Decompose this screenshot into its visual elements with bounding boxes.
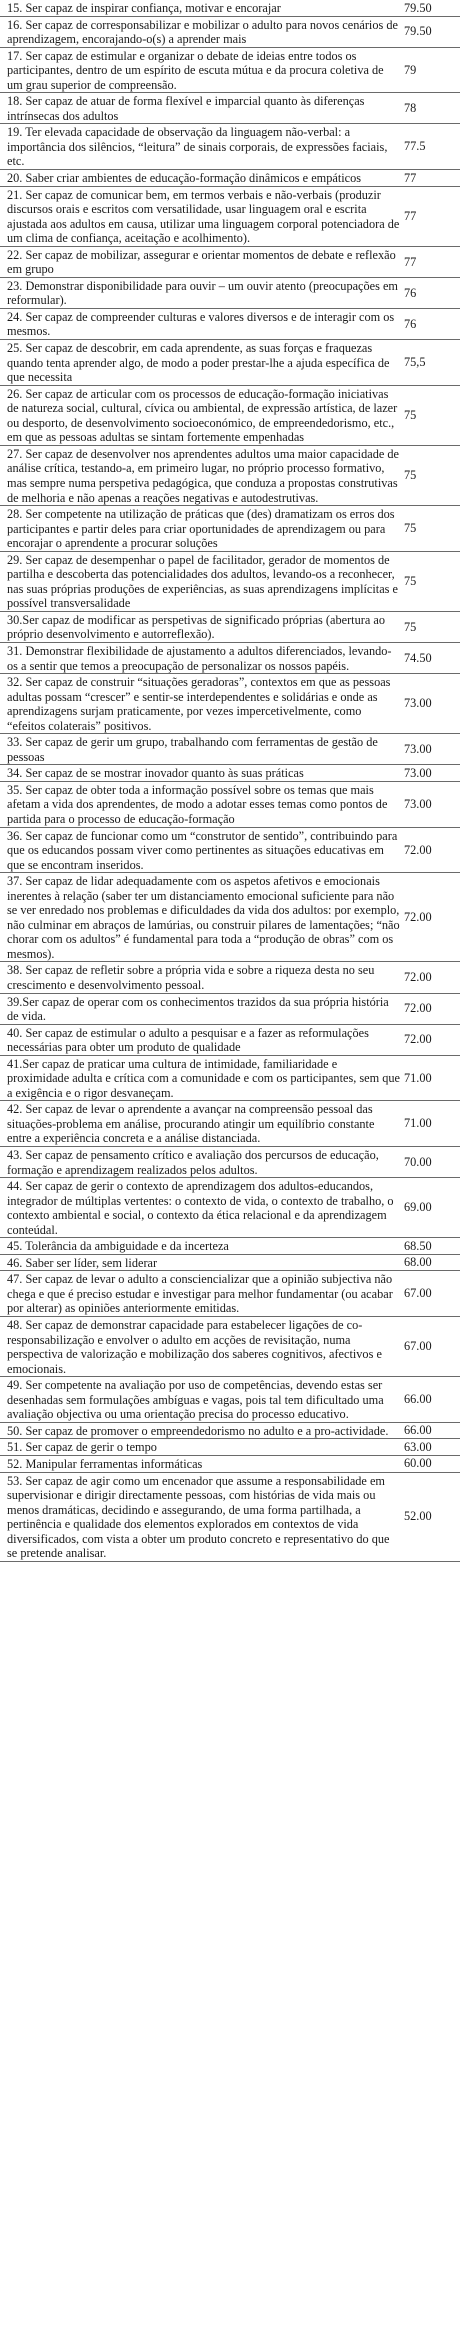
competency-text: 21. Ser capaz de comunicar bem, em termos verbais e não-verbais (produzir discursos orais e escritos com versatilidade, usar linguagem oral e escrita ajustada aos adultos em causa, utilizar uma linguagem corporal potenciadora de um clima de confiança, aceitação e acolhimento). xyxy=(7,187,400,246)
competency-text: 49. Ser competente na avaliação por uso de competências, devendo estas ser desenhadas sem formulações ambíguas e vagas, pois tal tem dificultado uma avaliação objectiva ou uma orientação precisa do processo educativo. xyxy=(7,1378,384,1422)
competency-text: 39.Ser capaz de operar com os conhecimentos trazidos da sua própria história de vida. xyxy=(7,994,389,1024)
competency-text: 42. Ser capaz de levar o aprendente a avançar na compreensão pessoal das situações-problema em análise, procurando atingir um equilíbrio constante entre a experiência concreta e a análise distanciada. xyxy=(7,1102,375,1146)
competency-score: 77 xyxy=(404,254,417,269)
competency-text: 18. Ser capaz de atuar de forma flexível e imparcial quanto às diferenças intrínsecas dos adultos xyxy=(7,94,365,123)
competency-text: 37. Ser capaz de lidar adequadamente com os aspetos afetivos e emocionais inerentes à relação (saber ter um distanciamento emocional suficiente para não se ver enredado nos problemas e dificuldades da vida dos adultos: por exemplo, não culminar em abraços de lamúrias, ou construir pilares de lamentações; “não chorar com os adultos” é fundamental para toda a “produção de obras” com os mesmos). xyxy=(7,874,400,961)
competency-score: 72.00 xyxy=(404,1001,432,1016)
competency-text: 51. Ser capaz de gerir o tempo xyxy=(7,1440,157,1455)
competency-text: 27. Ser capaz de desenvolver nos aprendentes adultos uma maior capacidade de análise crítica, testando-a, em primeiro lugar, no próprio processo formativo, mas sempre numa perspetiva pedagógica, que conduza a propostas construtivas de melhoria e não apenas a reações negativas e autodestrutivas. xyxy=(7,446,399,505)
competency-text: 17. Ser capaz de estimular e organizar o debate de ideias entre todos os participantes, dentro de um espírito de escuta mútua e da procura coletiva de um grau superior de compreensão. xyxy=(7,48,384,92)
competency-text: 46. Saber ser líder, sem liderar xyxy=(7,1255,158,1270)
competency-score: 73.00 xyxy=(404,742,432,757)
competency-score: 60.00 xyxy=(404,1456,432,1471)
table-row xyxy=(0,1473,460,1562)
competency-score: 67.00 xyxy=(404,1286,432,1301)
competency-text: 43. Ser capaz de pensamento crítico e avaliação dos percursos de educação, formação e aprendizagem realizados pelos adultos. xyxy=(7,1148,379,1177)
table-row xyxy=(0,1377,460,1423)
competency-score: 78 xyxy=(404,101,417,116)
competency-text: 35. Ser capaz de obter toda a informação possível sobre os temas que mais afetam a vida dos aprendentes, de modo a adotar esses temas como pontos de partida para o processo de educação-formação xyxy=(7,782,388,826)
competency-text: 29. Ser capaz de desempenhar o papel de facilitador, gerador de momentos de partilha e descoberta das potencialidades dos adultos, levando-os a reconhecer, nas suas próprias produções de experiências, as suas aprendizagens implícitas e possível transversalidade xyxy=(7,552,398,611)
table-row xyxy=(0,340,460,386)
table-row xyxy=(0,309,460,340)
competency-score: 77 xyxy=(404,208,417,223)
table-row xyxy=(0,612,460,643)
competency-text: 52. Manipular ferramentas informáticas xyxy=(7,1456,203,1471)
competency-score: 68.50 xyxy=(404,1238,432,1253)
competency-score: 72.00 xyxy=(404,910,432,925)
competency-score: 76 xyxy=(404,316,417,331)
competency-score: 76 xyxy=(404,285,417,300)
competency-score: 75 xyxy=(404,619,417,634)
table-row xyxy=(0,247,460,278)
table-row xyxy=(0,873,460,962)
table-row xyxy=(0,765,460,782)
competency-text: 33. Ser capaz de gerir um grupo, trabalhando com ferramentas de gestão de pessoas xyxy=(7,735,378,764)
table-row xyxy=(0,124,460,170)
competency-score: 79 xyxy=(404,62,417,77)
competency-score: 77.5 xyxy=(404,139,426,154)
table-row xyxy=(0,1255,460,1272)
table-row xyxy=(0,1178,460,1238)
competency-score: 66.00 xyxy=(404,1423,432,1438)
competency-score: 66.00 xyxy=(404,1392,432,1407)
competency-score: 71.00 xyxy=(404,1070,432,1085)
competency-text: 44. Ser capaz de gerir o contexto de aprendizagem dos adultos-educandos, integrador de múltiplas vertentes: o contexto de vida, o contexto de trabalho, o contexto ambiental e social, o contexto da ética relacional e da aprendizagem conteúdal. xyxy=(7,1179,394,1237)
competency-text: 22. Ser capaz de mobilizar, assegurar e orientar momentos de debate e reflexão em grupo xyxy=(7,247,396,277)
table-row xyxy=(0,506,460,552)
table-row xyxy=(0,446,460,506)
competency-score: 74.50 xyxy=(404,650,432,665)
competency-score: 75 xyxy=(404,468,417,483)
competency-text: 25. Ser capaz de descobrir, em cada aprendente, as suas forças e fraquezas quando tenta aprender algo, de modo a poder prestar-lhe a ajuda específica de que necessita xyxy=(7,341,390,385)
competency-score: 63.00 xyxy=(404,1439,432,1454)
competency-text: 38. Ser capaz de refletir sobre a própria vida e sobre a riqueza desta no seu crescimento e desenvolvimento pessoal. xyxy=(7,963,375,992)
table-row xyxy=(0,828,460,874)
competency-score: 73.00 xyxy=(404,765,432,780)
competency-score: 79.50 xyxy=(404,24,432,39)
table-row xyxy=(0,48,460,94)
competency-score: 68.00 xyxy=(404,1255,432,1270)
competency-score: 52.00 xyxy=(404,1509,432,1524)
competency-text: 20. Saber criar ambientes de educação-formação dinâmicos e empáticos xyxy=(7,171,362,186)
table-row xyxy=(0,1101,460,1147)
competency-text: 31. Demonstrar flexibilidade de ajustamento a adultos diferenciados, levando-os a sentir que temos a preocupação de personalizar os nossos papéis. xyxy=(7,643,392,673)
competency-score: 75,5 xyxy=(404,355,426,370)
table-row xyxy=(0,1238,460,1255)
competency-score: 72.00 xyxy=(404,1032,432,1047)
competency-text: 16. Ser capaz de corresponsabilizar e mobilizar o adulto para novos cenários de aprendizagem, encorajando-o(s) a aprender mais xyxy=(7,17,398,47)
table-row xyxy=(0,1423,460,1440)
competency-score: 75 xyxy=(404,574,417,588)
competency-text: 41.Ser capaz de praticar uma cultura de intimidade, familiaridade e proximidade adulta e crítica com a comunidade e com os participantes, sem que a exigência e o rigor desvaneçam. xyxy=(7,1056,401,1100)
table-row xyxy=(0,17,460,48)
competency-text: 32. Ser capaz de construir “situações geradoras”, contextos em que as pessoas adultas possam “crescer” e sentir-se interdependentes e solidárias e onde as aprendizagens surjam praticamente, por vezes impercetivelmente, como “efeitos colaterais” positivos. xyxy=(7,675,391,733)
table-row xyxy=(0,643,460,674)
competency-score: 71.00 xyxy=(404,1116,432,1131)
competency-score: 69.00 xyxy=(404,1200,432,1215)
competency-text: 26. Ser capaz de articular com os processos de educação-formação iniciativas de natureza social, cultural, cívica ou ambiental, de expressão artística, de lazer ou desporto, de desenvolvimento socioeconómico, de empreendedorismo, etc., em que as pessoas adultas se sintam fortemente empenhadas xyxy=(7,386,398,445)
competency-text: 30.Ser capaz de modificar as perspetivas de significado próprias (abertura ao próprio desenvolvimento e autorreflexão). xyxy=(7,612,385,642)
competency-score: 77 xyxy=(404,170,417,185)
competency-text: 36. Ser capaz de funcionar como um “construtor de sentido”, contribuindo para que os educandos possam viver como pertinentes as situações educativas em que se encontram inseridos. xyxy=(7,828,398,872)
competency-score: 72.00 xyxy=(404,970,432,985)
table-row xyxy=(0,278,460,309)
competency-text: 48. Ser capaz de demonstrar capacidade para estabelecer ligações de co-responsabilização e envolver o adulto em acções de revisitação, numa perspectiva de valorização e mobilização dos saberes cognitivos, afectivos e emocionais. xyxy=(7,1318,382,1376)
table-row xyxy=(0,674,460,734)
competency-text: 24. Ser capaz de compreender culturas e valores diversos e de interagir com os mesmos. xyxy=(7,309,395,339)
table-row xyxy=(0,170,460,187)
competency-text: 23. Demonstrar disponibilidade para ouvir – um ouvir atento (preocupações em reformular). xyxy=(7,278,398,308)
competency-score: 67.00 xyxy=(404,1339,432,1354)
competency-score: 75 xyxy=(404,407,417,422)
table-row xyxy=(0,0,460,17)
table-row xyxy=(0,1456,460,1473)
table-row xyxy=(0,1317,460,1377)
competency-text: 53. Ser capaz de agir como um encenador que assume a responsabilidade em supervisionar e dirigir directamente pessoas, com histórias de vida mais ou menos dramáticas, decidindo e assegurando, de uma forma partilhada, a pertinência e qualidade dos elementos explorados em contextos de vida diversificados, com vista a obter um produto concreto e representativo do que se pretende analisar. xyxy=(7,1473,390,1561)
table-row xyxy=(0,386,460,446)
competency-score: 72.00 xyxy=(404,842,432,857)
table-row xyxy=(0,552,460,612)
competency-score: 70.00 xyxy=(404,1154,432,1169)
table-row xyxy=(0,1271,460,1317)
competency-score: 73.00 xyxy=(404,696,432,711)
competency-text: 34. Ser capaz de se mostrar inovador quanto às suas práticas xyxy=(7,766,304,781)
table-row xyxy=(0,734,460,765)
competency-score: 73.00 xyxy=(404,796,432,811)
competency-score: 75 xyxy=(404,521,417,536)
table-row xyxy=(0,1056,460,1102)
competency-text: 50. Ser capaz de promover o empreendedorismo no adulto e a pro-actividade. xyxy=(7,1423,389,1438)
table-row xyxy=(0,1439,460,1456)
competency-text: 45. Tolerância da ambiguidade e da incerteza xyxy=(7,1239,229,1254)
competency-text: 15. Ser capaz de inspirar confiança, motivar e encorajar xyxy=(7,1,281,15)
table-row xyxy=(0,994,460,1025)
table-row xyxy=(0,962,460,993)
competency-text: 47. Ser capaz de levar o adulto a consciencializar que a opinião subjectiva não chega e que é preciso estudar e investigar para melhor fundamentar (ou acabar por alterar) as opiniões anteriormente emitidas. xyxy=(7,1272,393,1316)
competency-text: 40. Ser capaz de estimular o adulto a pesquisar e a fazer as reformulações necessárias para obter um produto de qualidade xyxy=(7,1025,369,1055)
table-row xyxy=(0,187,460,247)
competency-text: 19. Ter elevada capacidade de observação da linguagem não-verbal: a importância dos silêncios, “leitura” de sinais corporais, de expressões faciais, etc. xyxy=(7,125,388,169)
table-row xyxy=(0,782,460,828)
table-row xyxy=(0,93,460,124)
competency-text: 28. Ser competente na utilização de práticas que (des) dramatizam os erros dos participantes e partir deles para criar oportunidades de aprendizagem ou para encorajar o aprendente a procurar soluções xyxy=(7,507,395,551)
table-row xyxy=(0,1147,460,1178)
competency-score: 79.50 xyxy=(404,0,432,15)
table-row xyxy=(0,1025,460,1056)
